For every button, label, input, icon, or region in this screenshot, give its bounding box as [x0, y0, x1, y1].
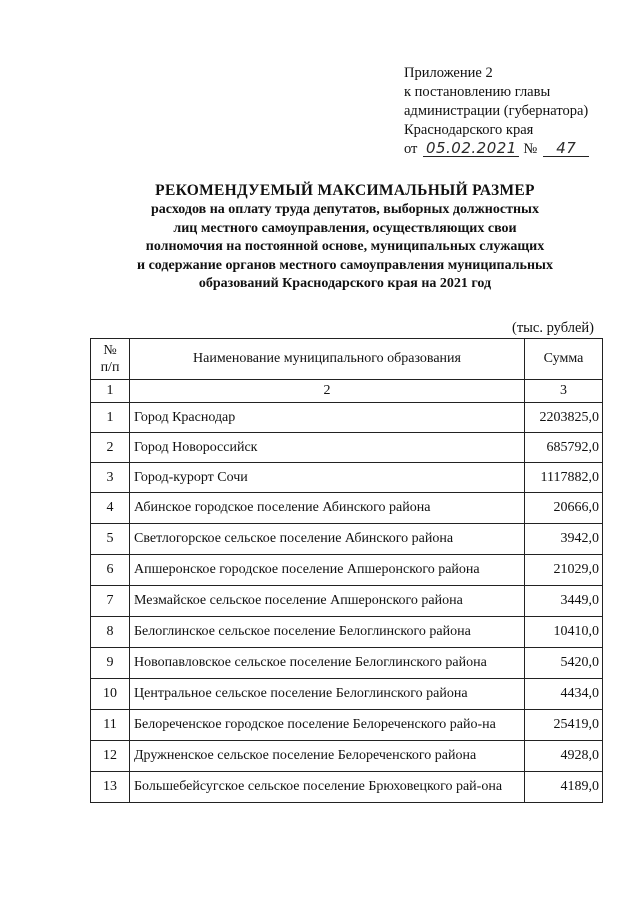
table-row: [91, 648, 603, 679]
table-row: [91, 772, 603, 803]
appendix-line: Приложение 2: [404, 65, 493, 81]
budget-table: [90, 338, 603, 803]
row-number: 3: [91, 463, 130, 493]
table-row: [91, 617, 603, 648]
row-name: Апшеронское городское поселение Апшеронского района: [130, 555, 525, 586]
row-sum: 3449,0: [525, 586, 603, 617]
row-number: 12: [91, 741, 130, 772]
row-name: Абинское городское поселение Абинского района: [130, 493, 525, 524]
row-name: Город Краснодар: [130, 403, 525, 433]
from-label: от: [404, 141, 418, 157]
row-number: 7: [91, 586, 130, 617]
row-sum: 10410,0: [525, 617, 603, 648]
row-number: 8: [91, 617, 130, 648]
header-row: [91, 339, 603, 380]
document-title: [90, 181, 600, 294]
row-sum: 2203825,0: [525, 403, 603, 433]
table-row: [91, 403, 603, 433]
row-number: 11: [91, 710, 130, 741]
row-name: Дружненское сельское поселение Белореченского района: [130, 741, 525, 772]
col-number-2: 2: [130, 380, 525, 403]
column-number-row: [91, 380, 603, 403]
col-number-1: 1: [91, 380, 130, 403]
col-number-3: 3: [525, 380, 603, 403]
row-number: 4: [91, 493, 130, 524]
row-sum: 21029,0: [525, 555, 603, 586]
header-name: Наименование муниципального образования: [130, 339, 525, 380]
row-sum: 25419,0: [525, 710, 603, 741]
row-name: Белореченское городское поселение Белореченского райо-на: [130, 710, 525, 741]
appendix-line: к постановлению главы: [404, 84, 551, 100]
row-number: 6: [91, 555, 130, 586]
table-row: [91, 433, 603, 463]
title-line: полномочия на постоянной основе, муниципальных служащих: [145, 239, 545, 254]
row-name: Город-курорт Сочи: [130, 463, 525, 493]
table-row: [91, 555, 603, 586]
header-num-line2: п/п: [100, 360, 120, 375]
date-number-line: [404, 140, 634, 159]
row-number: 10: [91, 679, 130, 710]
row-name: Новопавловское сельское поселение Белоглинского района: [130, 648, 525, 679]
table-row: [91, 524, 603, 555]
row-number: 5: [91, 524, 130, 555]
row-number: 1: [91, 403, 130, 433]
row-sum: 3942,0: [525, 524, 603, 555]
row-sum: 20666,0: [525, 493, 603, 524]
row-number: 13: [91, 772, 130, 803]
appendix-block: [404, 64, 634, 159]
row-name: Светлогорское сельское поселение Абинского района: [130, 524, 525, 555]
row-name: Белоглинское сельское поселение Белоглинского района: [130, 617, 525, 648]
row-name: Мезмайское сельское поселение Апшеронского района: [130, 586, 525, 617]
row-sum: 5420,0: [525, 648, 603, 679]
header-num-line1: №: [103, 343, 117, 358]
table-row: [91, 741, 603, 772]
title-line: лиц местного самоуправления, осуществляющих свои: [173, 220, 517, 236]
title-line: образований Краснодарского края на 2021 год: [198, 276, 492, 291]
row-sum: 4928,0: [525, 741, 603, 772]
header-sum: Сумма: [525, 339, 603, 380]
table-row: [91, 493, 603, 524]
number-label: №: [523, 141, 538, 157]
table-row: [91, 463, 603, 493]
row-sum: 4434,0: [525, 679, 603, 710]
row-sum: 1117882,0: [525, 463, 603, 493]
row-sum: 685792,0: [525, 433, 603, 463]
appendix-line: администрации (губернатора): [404, 103, 589, 119]
table-row: [91, 679, 603, 710]
row-name: Центральное сельское поселение Белоглинского района: [130, 679, 525, 710]
appendix-line: Краснодарского края: [404, 122, 534, 138]
header-num: [91, 339, 130, 380]
row-name: Город Новороссийск: [130, 433, 525, 463]
title-main: РЕКОМЕНДУЕМЫЙ МАКСИМАЛЬНЫЙ РАЗМЕР: [155, 182, 535, 199]
row-sum: 4189,0: [525, 772, 603, 803]
handwritten-number: 47: [543, 140, 589, 157]
title-line: расходов на оплату труда депутатов, выборных должностных: [151, 202, 539, 217]
row-number: 2: [91, 433, 130, 463]
handwritten-date: 05.02.2021: [423, 140, 519, 157]
unit-label: (тыс. рублей): [512, 320, 594, 336]
row-number: 9: [91, 648, 130, 679]
table-row: [91, 710, 603, 741]
row-name: Большебейсугское сельское поселение Брюховецкого рай-она: [130, 772, 525, 803]
table-row: [91, 586, 603, 617]
title-line: и содержание органов местного самоуправления муниципальных: [137, 257, 553, 273]
